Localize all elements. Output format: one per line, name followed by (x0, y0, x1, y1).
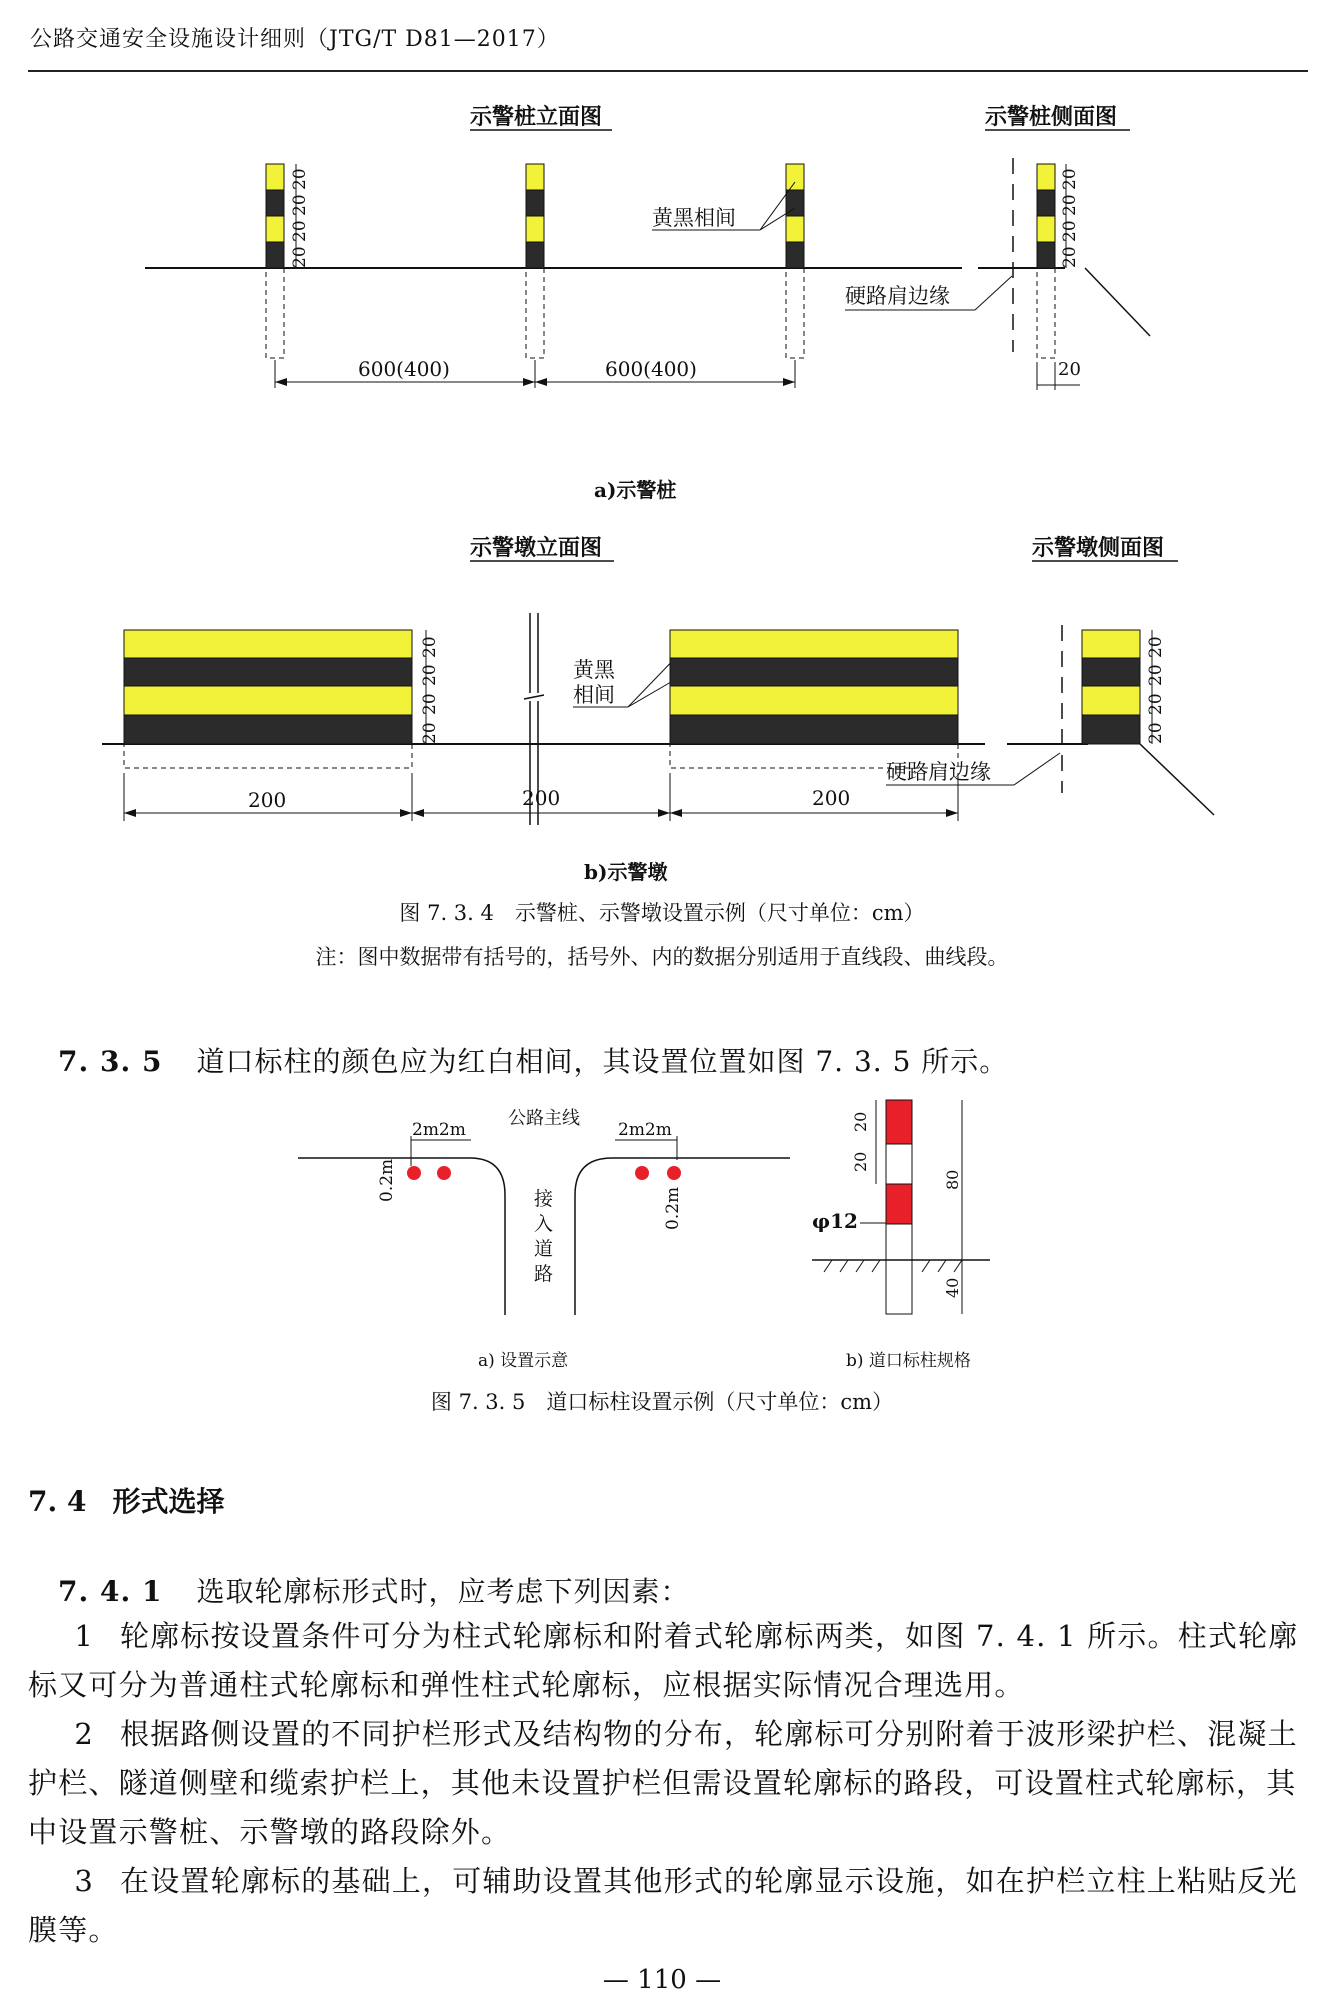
warning-post-3 (786, 164, 804, 358)
item-2-number: 2 (74, 1717, 94, 1751)
section-74-number: 7. 4 (28, 1485, 87, 1518)
pier-side-dim-4: 20 (1146, 722, 1166, 744)
post-dim-3: 20 (290, 220, 310, 242)
pier-dim-3: 20 (420, 693, 440, 715)
subcaption-b: b)示警墩 (584, 860, 668, 884)
pier-dim-1: 20 (420, 636, 440, 658)
pier-side-dim-3: 20 (1146, 693, 1166, 715)
side-dim-4: 20 (1060, 246, 1080, 268)
post-dim-2: 20 (290, 194, 310, 216)
shoulder-label: 硬路肩边缘 (845, 284, 950, 308)
crossing-post-marker (437, 1166, 451, 1180)
item-1 (28, 1612, 1306, 1710)
side-dim-1: 20 (1060, 168, 1080, 190)
pier-band-note-1: 黄黑 (573, 658, 615, 682)
pier-length-1: 200 (248, 788, 287, 812)
access-road-char-2: 入 (534, 1213, 554, 1235)
pier-dim-2: 20 (420, 664, 440, 686)
item-2 (28, 1710, 1306, 1857)
band-note: 黄黑相间 (652, 206, 736, 230)
access-road-char-3: 道 (534, 1238, 554, 1260)
side-dim-2: 20 (1060, 194, 1080, 216)
post-dim-4: 20 (290, 246, 310, 268)
access-road-char-4: 路 (534, 1263, 554, 1285)
figure-734-note: 注：图中数据带有括号的，括号外、内的数据分别适用于直线段、曲线段。 (315, 945, 1009, 969)
clause-735-number: 7. 3. 5 (58, 1045, 163, 1078)
spacing-label-1: 600(400) (358, 357, 450, 381)
warning-post-side (1037, 164, 1055, 358)
pier-side-dim-2: 20 (1146, 664, 1166, 686)
spec-dim-80: 80 (943, 1169, 962, 1190)
figure-crossing-posts (0, 1090, 1324, 1410)
item-2-text: 根据路侧设置的不同护栏形式及结构物的分布，轮廓标可分别附着于波形梁护栏、混凝土护栏、隧道侧壁和缆索护栏上，其他未设置护栏但需设置轮廓标的路段，可设置柱式轮廓标，其中设置示警桩、示警墩的路段除外。 (28, 1717, 1298, 1849)
spec-dim-20a: 20 (851, 1111, 870, 1132)
page-number: — 110 — (602, 1965, 722, 1995)
item-1-text: 轮廓标按设置条件可分为柱式轮廓标和附着式轮廓标两类，如图 7. 4. 1 所示。柱式轮廓标又可分为普通柱式轮廓标和弹性柱式轮廓标，应根据实际情况合理选用。 (28, 1619, 1299, 1702)
warning-post-2 (526, 164, 544, 358)
main-road-label: 公路主线 (508, 1108, 580, 1129)
figure-warning-posts (0, 90, 1324, 510)
clause-735-text: 道口标柱的颜色应为红白相间，其设置位置如图 7. 3. 5 所示。 (196, 1045, 1009, 1078)
pier-length-3: 200 (812, 786, 851, 810)
item-1-number: 1 (74, 1619, 94, 1653)
subcaption-735a: a) 设置示意 (478, 1351, 569, 1371)
pier-length-2: 200 (522, 786, 561, 810)
clause-735 (58, 1040, 1008, 1080)
spec-diameter: φ12 (812, 1209, 858, 1233)
warning-pier-right (670, 630, 958, 768)
item-3 (28, 1857, 1306, 1955)
spacing-right-label: 2m2m (618, 1120, 672, 1140)
crossing-post-marker (635, 1166, 649, 1180)
spec-dim-20b: 20 (851, 1151, 870, 1172)
crossing-post-spec (886, 1100, 912, 1314)
figure-warning-piers (0, 525, 1324, 895)
pier-side-dim-1: 20 (1146, 636, 1166, 658)
pier-side-title: 示警墩侧面图 (1032, 535, 1165, 561)
access-road-char-1: 接 (534, 1188, 554, 1210)
pier-front-title: 示警墩立面图 (470, 535, 603, 561)
item-3-number: 3 (74, 1864, 94, 1898)
section-74-heading (28, 1480, 224, 1520)
item-3-text: 在设置轮廓标的基础上，可辅助设置其他形式的轮廓显示设施，如在护栏立柱上粘贴反光膜等。 (28, 1864, 1298, 1947)
subcaption-a: a)示警桩 (594, 478, 677, 502)
warning-pier-side (1082, 630, 1140, 744)
crossing-post-marker (667, 1166, 681, 1180)
pier-shoulder-label: 硬路肩边缘 (886, 760, 991, 784)
pier-dim-4: 20 (420, 722, 440, 744)
running-header: 公路交通安全设施设计细则（JTG/T D81—2017） (30, 27, 560, 52)
spacing-label-2: 600(400) (605, 357, 697, 381)
spec-dim-40: 40 (943, 1277, 962, 1298)
crossing-post-marker (407, 1166, 421, 1180)
clause-741-number: 7. 4. 1 (58, 1575, 163, 1608)
clause-741-text: 选取轮廓标形式时，应考虑下列因素： (196, 1575, 690, 1608)
header-rule (28, 70, 1308, 72)
warning-pier-left (124, 630, 412, 768)
side-dim-3: 20 (1060, 220, 1080, 242)
section-74-title: 形式选择 (112, 1485, 225, 1518)
clause-741 (58, 1570, 689, 1610)
front-view-title: 示警桩立面图 (470, 104, 603, 130)
side-view-title: 示警桩侧面图 (985, 104, 1118, 130)
figure-735-caption: 图 7. 3. 5 道口标柱设置示例（尺寸单位：cm） (430, 1390, 894, 1414)
offset-left-label: 0.2m (377, 1158, 397, 1202)
offset-right-label: 0.2m (663, 1186, 683, 1230)
side-width-label: 20 (1058, 359, 1081, 380)
subcaption-735b: b) 道口标柱规格 (846, 1351, 971, 1371)
post-dim-1: 20 (290, 168, 310, 190)
spacing-left-label: 2m2m (412, 1120, 466, 1140)
warning-post-1 (266, 164, 284, 358)
pier-band-note-2: 相间 (573, 683, 615, 707)
figure-734-caption: 图 7. 3. 4 示警桩、示警墩设置示例（尺寸单位：cm） (399, 901, 925, 925)
